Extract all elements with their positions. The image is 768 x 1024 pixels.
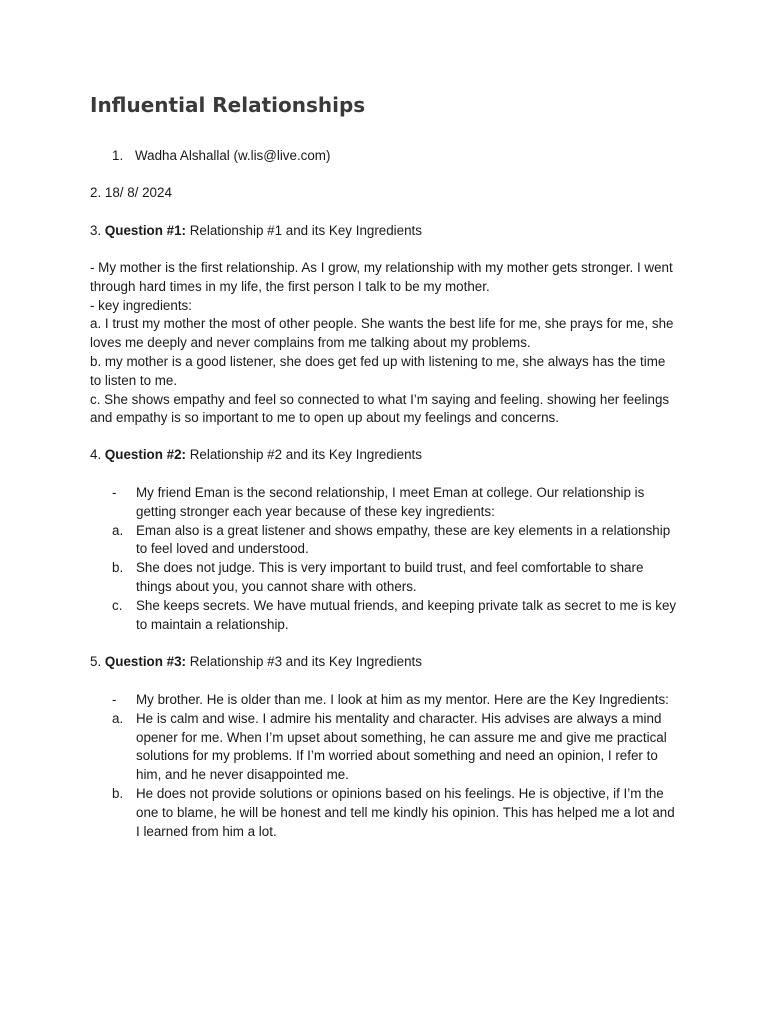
list-marker: a. (112, 522, 124, 538)
author-text: Wadha Alshallal (w.lis@live.com) (135, 148, 331, 163)
list-text: Eman also is a great listener and shows empathy, these are key elements in a relationship to feel loved and understood. (136, 522, 671, 557)
date-line: 2. 18/ 8/ 2024 (90, 185, 172, 200)
question-1-heading (90, 222, 680, 241)
q1-label: Question #1: (104, 223, 186, 238)
q2-label: Question #2: (104, 447, 186, 462)
q3-number: 5. (90, 654, 105, 669)
q3-title: Relationship #3 and its Key Ingredients (186, 654, 422, 669)
question-1-body (90, 259, 680, 428)
list-item-author (112, 147, 330, 166)
list-item (112, 484, 680, 522)
document-title: Influential Relationships (90, 93, 366, 117)
q1-paragraph: b. my mother is a good listener, she does get fed up with listening to me, she always has the time to listen to me. (90, 353, 666, 388)
list-text: She does not judge. This is very important to build trust, and feel comfortable to share things about you, you cannot share with others. (136, 560, 644, 594)
list-item (112, 710, 680, 785)
list-marker: - (112, 692, 117, 707)
list-text: He is calm and wise. I admire his mentality and character. His advises are always a mind opener for me. When I’m upset about something, he can assure me and give me practical solutions for my problems. If I’m worried about something and need an opinion, I refer to him, and he never disappointed me. (136, 710, 667, 783)
list-marker: - (112, 485, 117, 500)
list-marker: b. (112, 560, 124, 576)
list-marker: b. (112, 785, 124, 801)
q1-title: Relationship #1 and its Key Ingredients (186, 223, 422, 238)
list-item (112, 559, 680, 597)
question-3-list (112, 691, 680, 841)
list-item (112, 597, 680, 635)
list-text: She keeps secrets. We have mutual friends, and keeping private talk as secret to me is key to maintain a relationship. (136, 597, 677, 632)
q2-title: Relationship #2 and its Key Ingredients (186, 447, 422, 462)
list-item (112, 785, 680, 841)
list-marker: a. (112, 710, 124, 726)
q1-paragraph: - My mother is the first relationship. As I grow, my relationship with my mother gets stronger. I went through hard times in my life, the first person I talk to be my mother. (90, 260, 673, 294)
list-item (112, 691, 680, 710)
question-2-list (112, 484, 680, 634)
q3-label: Question #3: (104, 654, 186, 669)
q2-number: 4. (90, 447, 105, 462)
question-2-heading (90, 446, 680, 465)
list-marker: c. (112, 597, 123, 613)
list-text: My brother. He is older than me. I look at him as my mentor. Here are the Key Ingredients: (136, 692, 669, 707)
q1-number: 3. (90, 223, 105, 238)
question-3-heading (90, 653, 680, 672)
list-text: My friend Eman is the second relationship, I meet Eman at college. Our relationship is getting stronger each year because of these key ingredients: (136, 485, 645, 519)
q1-paragraph: a. I trust my mother the most of other people. She wants the best life for me, she prays for me, she loves me deeply and never complains from me talking about my problems. (90, 316, 674, 351)
q1-paragraph: - key ingredients: (90, 297, 192, 313)
list-number: 1. (112, 148, 124, 163)
list-item (112, 522, 680, 560)
q1-paragraph: c. She shows empathy and feel so connected to what I’m saying and feeling. showing her feelings and empathy is so important to me to open up about my feelings and concerns. (90, 391, 670, 426)
list-text: He does not provide solutions or opinions based on his feelings. He is objective, if I’m the one to blame, he will be honest and tell me kindly his opinion. This has helped me a lot and I learned from him a lot. (136, 785, 675, 839)
